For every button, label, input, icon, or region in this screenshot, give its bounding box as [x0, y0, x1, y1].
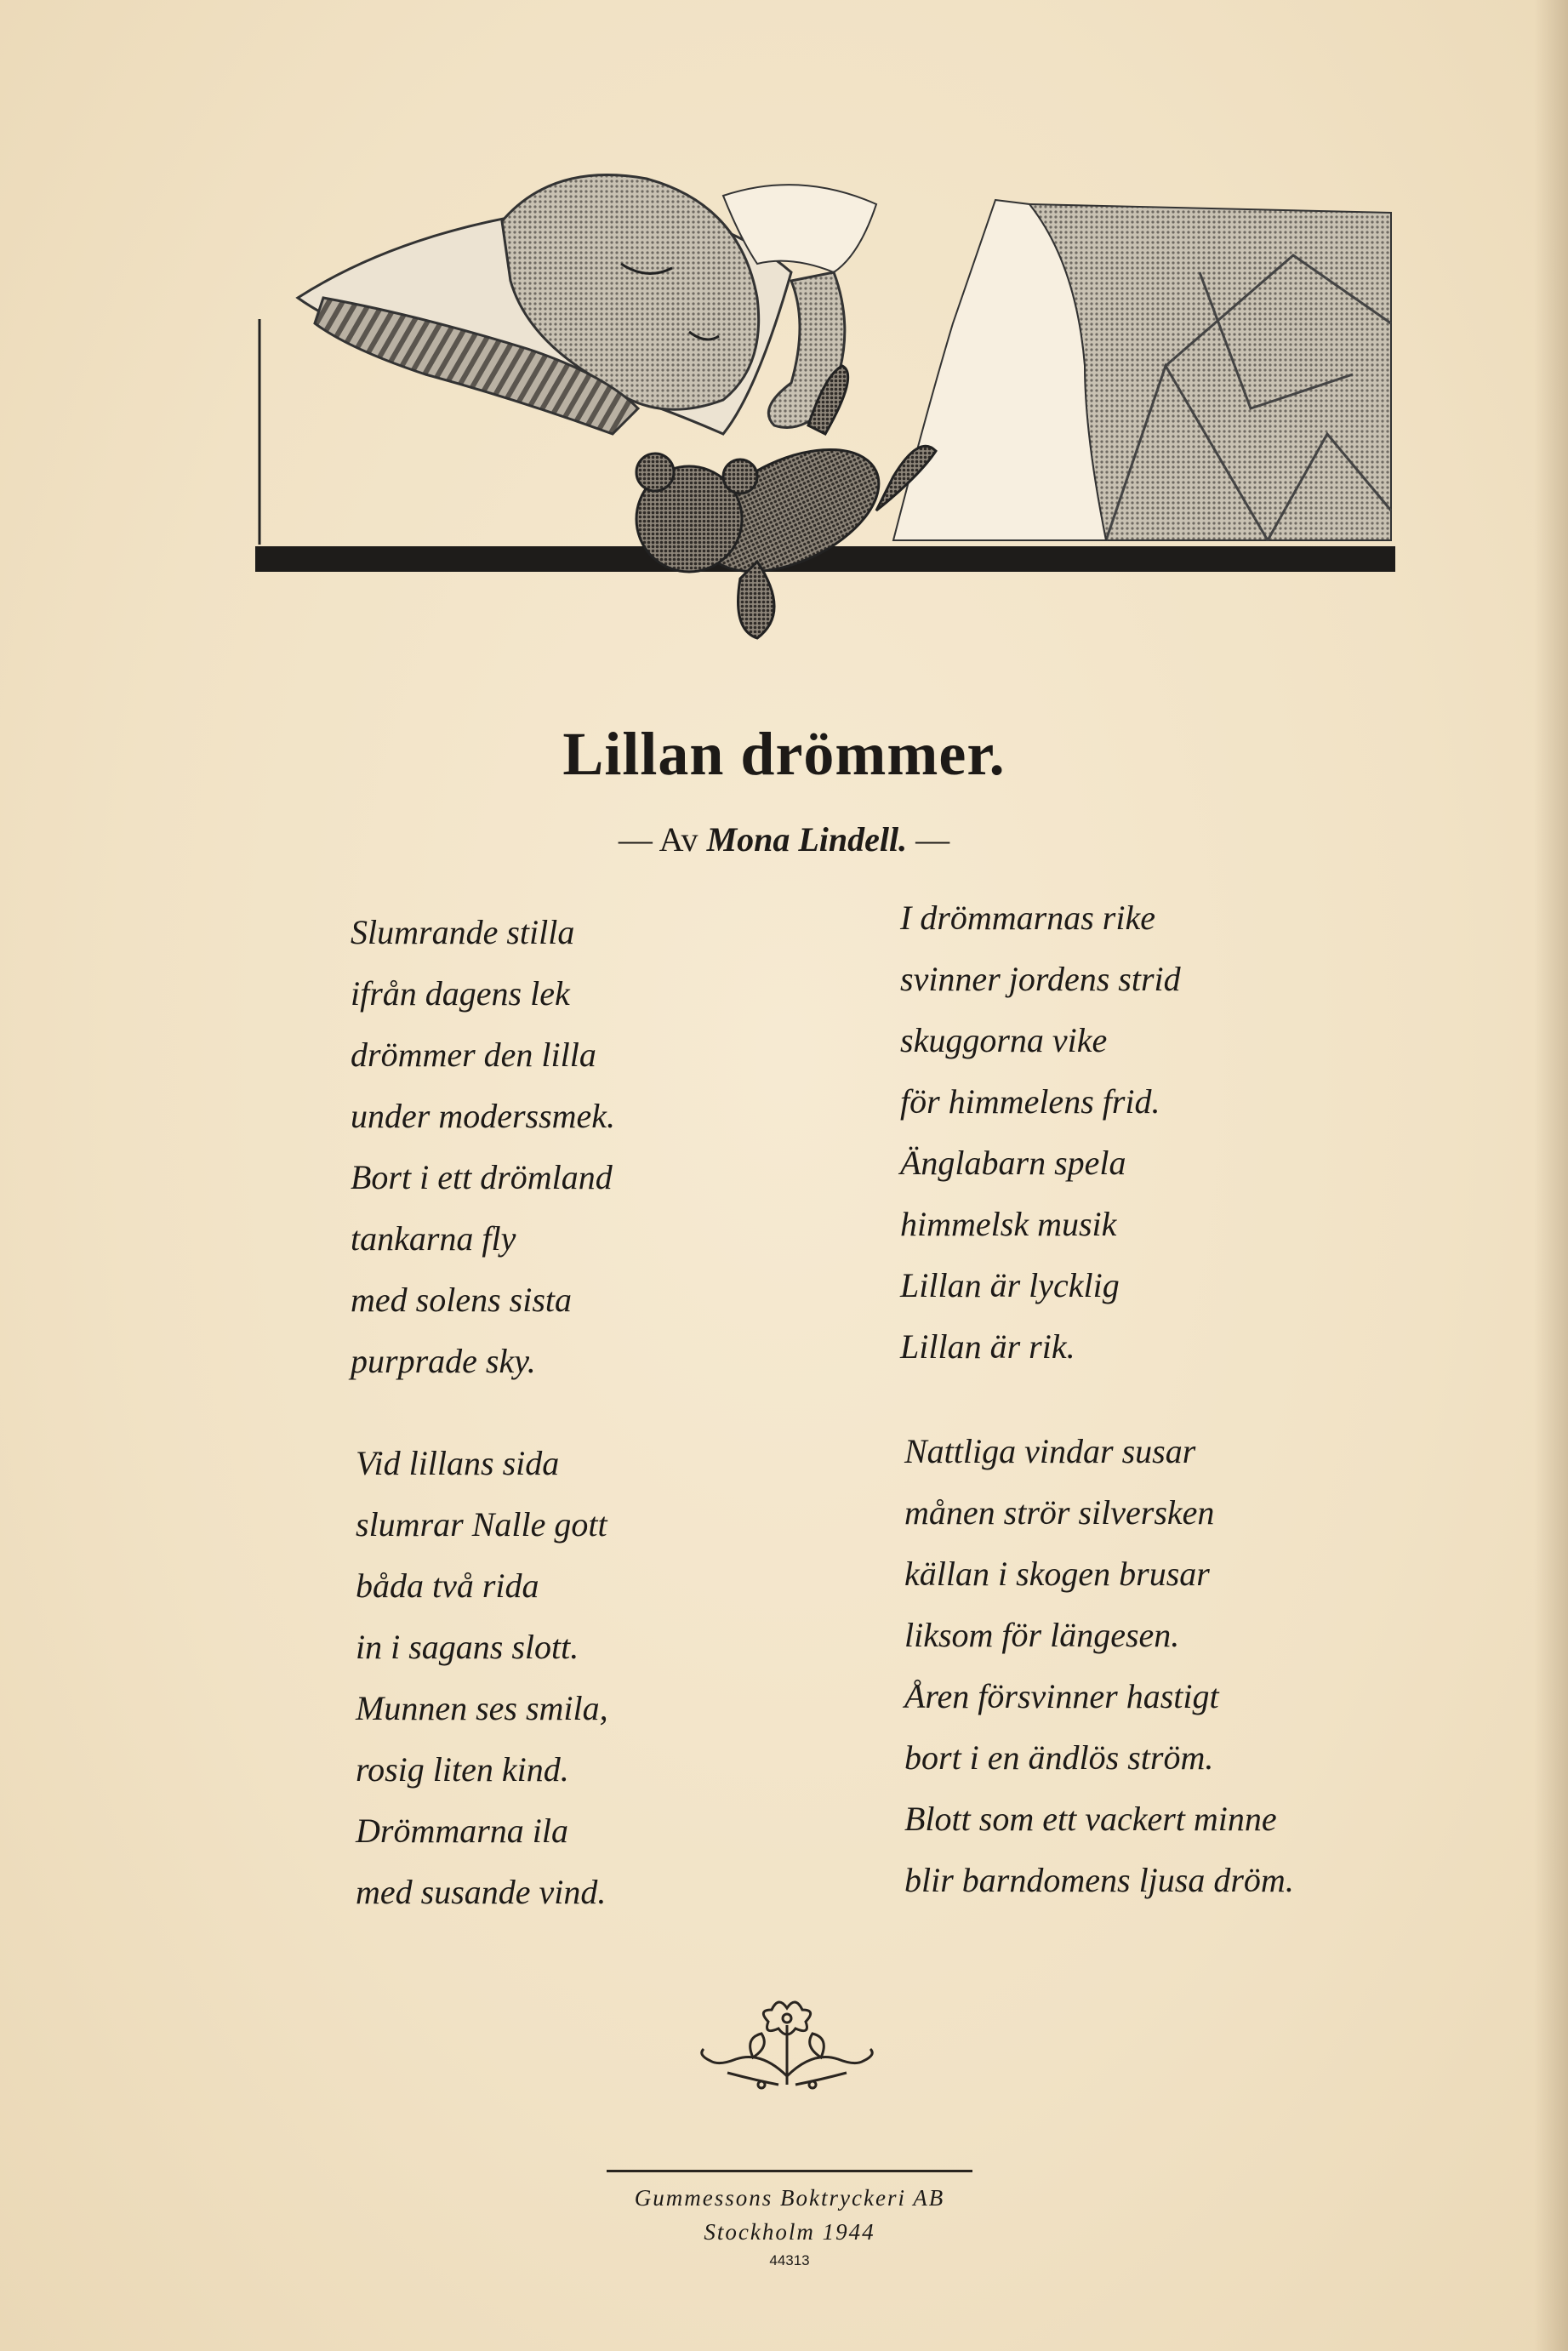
printer-name: Gummessons Boktryckeri AB — [634, 2185, 945, 2211]
poem-line: Bort i ett drömland — [351, 1158, 613, 1196]
flower-ornament-icon — [693, 1991, 881, 2093]
poem-line: för himmelens frid. — [900, 1082, 1160, 1121]
poem-line: Åren försvinner hastigt — [904, 1677, 1219, 1715]
poem-title: Lillan drömmer. — [562, 720, 1006, 788]
poem-line: purprade sky. — [351, 1342, 536, 1380]
poem-line: Lillan är rik. — [900, 1327, 1075, 1366]
poem-line: Munnen ses smila, — [356, 1689, 608, 1727]
byline-prefix: — Av — [618, 820, 698, 859]
poem-line: Lillan är lycklig — [900, 1266, 1120, 1304]
poem-line: med solens sista — [351, 1281, 572, 1319]
poem-line: månen strör silversken — [904, 1493, 1215, 1532]
poem-line: Drömmarna ila — [356, 1812, 569, 1850]
poem-line: Nattliga vindar susar — [904, 1432, 1196, 1470]
poem-line: Blott som ett vackert minne — [904, 1800, 1277, 1838]
poem-line: källan i skogen brusar — [904, 1555, 1210, 1593]
poem-line: slumrar Nalle gott — [356, 1505, 607, 1544]
poem-line: under moderssmek. — [351, 1097, 616, 1135]
poem-line: blir barndomens ljusa dröm. — [904, 1861, 1294, 1899]
sleeping-child-illustration — [247, 153, 1404, 681]
print-code: 44313 — [769, 2252, 810, 2268]
poem-line: bort i en ändlös ström. — [904, 1738, 1214, 1777]
page-edge-shadow — [1534, 0, 1568, 2351]
byline-suffix: — — [915, 820, 950, 859]
poem-line: ifrån dagens lek — [351, 974, 570, 1013]
poem-line: drömmer den lilla — [351, 1036, 596, 1074]
byline — [0, 819, 1568, 859]
poem-line: tankarna fly — [351, 1219, 516, 1258]
poem-line: rosig liten kind. — [356, 1750, 569, 1789]
poem-line: Vid lillans sida — [356, 1444, 560, 1482]
stanza — [351, 902, 615, 1392]
poem-line: Slumrande stilla — [351, 913, 575, 951]
poem-line: med susande vind. — [356, 1873, 607, 1911]
poem-line: Änglabarn spela — [900, 1144, 1126, 1182]
stanza — [900, 887, 1181, 1378]
printer-imprint — [607, 2170, 972, 2273]
poem-line: I drömmarnas rike — [900, 899, 1155, 937]
poem-line: liksom för längesen. — [904, 1616, 1180, 1654]
poem-line: skuggorna vike — [900, 1021, 1108, 1059]
printer-place-year: Stockholm 1944 — [704, 2219, 875, 2245]
poem-line: svinner jordens strid — [900, 960, 1181, 998]
stanza — [356, 1433, 608, 1923]
poem-line: in i sagans slott. — [356, 1628, 579, 1666]
stanza — [904, 1421, 1294, 1911]
poem-line: himmelsk musik — [900, 1205, 1117, 1243]
poem-line: båda två rida — [356, 1566, 539, 1605]
author-name: Mona Lindell. — [706, 820, 908, 859]
